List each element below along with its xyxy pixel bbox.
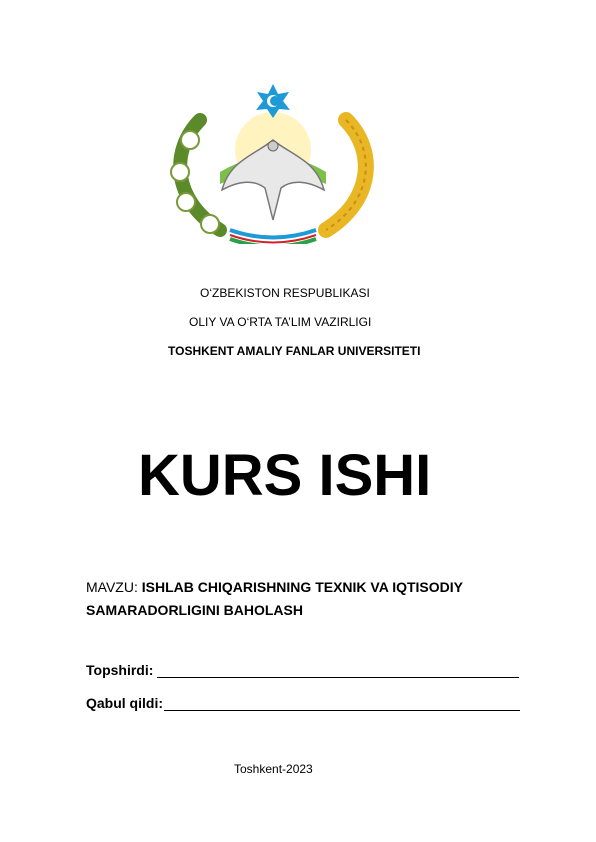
accepted-by-line [164, 696, 520, 711]
topic-value: ISHLAB CHIQARISHNING TEXNIK VA IQTISODIY SAMARADORLIGINI BAHOLASH [86, 579, 463, 618]
city-year: Toshkent-2023 [234, 762, 313, 776]
submitted-by-label: Topshirdi: [86, 662, 154, 678]
document-title: KURS ISHI [138, 443, 432, 508]
topic-block [86, 576, 596, 622]
topic-label: MAVZU: [86, 579, 142, 595]
university-name: TOSHKENT AMALIY FANLAR UNIVERSITETI [168, 344, 421, 358]
uzbekistan-state-emblem-icon [160, 80, 386, 244]
submitted-by-line [157, 663, 519, 678]
accepted-by-label: Qabul qildi: [86, 695, 163, 711]
country-name: O‘ZBEKISTON RESPUBLIKASI [200, 286, 370, 300]
accepted-by-field [86, 695, 520, 711]
ministry-name: OLIY VA O‘RTA TA’LIM VAZIRLIGI [189, 315, 372, 329]
submitted-by-field [86, 662, 519, 678]
